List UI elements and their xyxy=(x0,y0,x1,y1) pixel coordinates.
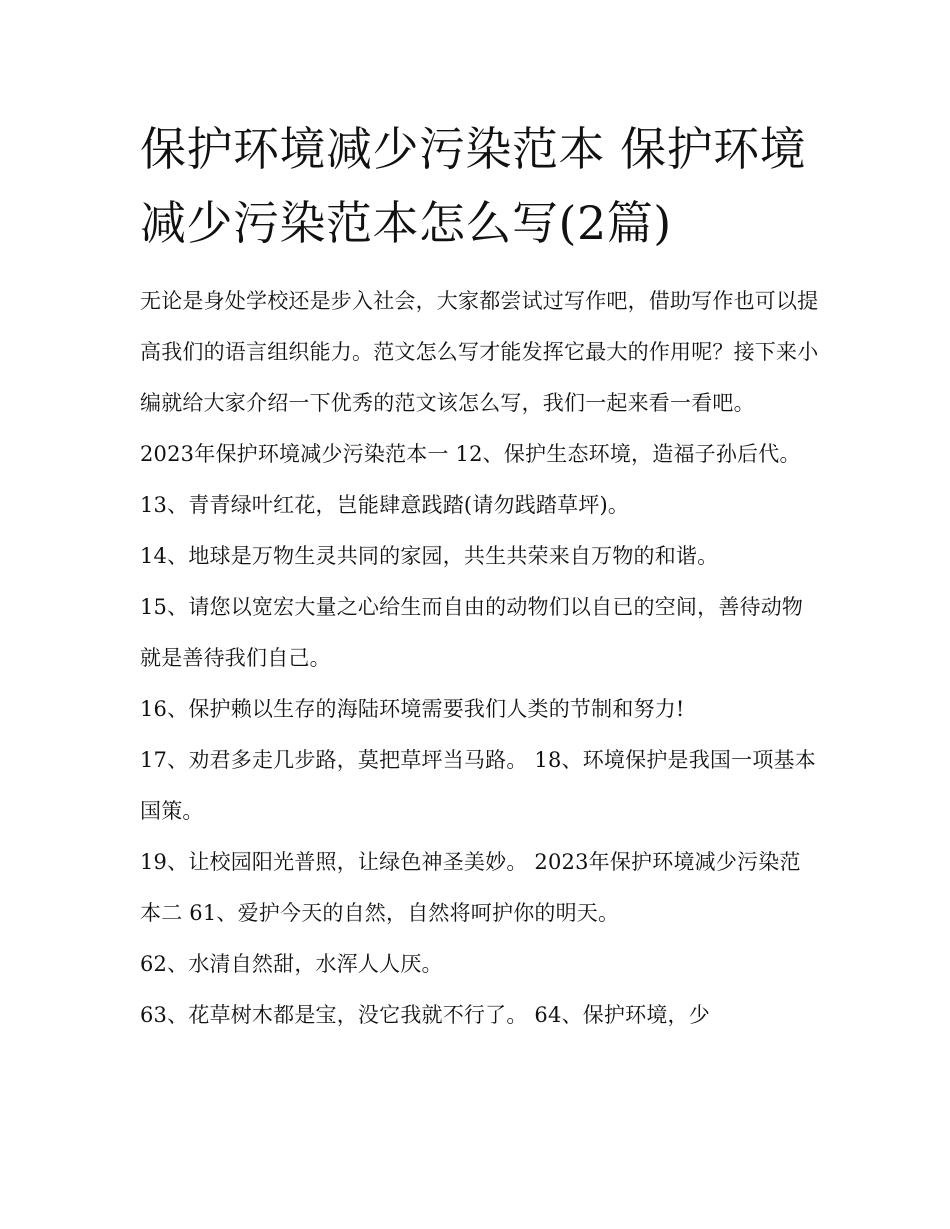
paragraph-14: 14、地球是万物生灵共同的家园，共生共荣来自万物的和谐。 xyxy=(140,544,719,568)
paragraph-15: 15、请您以宽宏大量之心给生而自由的动物们以自已的空间，善待动物就是善待我们自己。 xyxy=(140,595,804,670)
paragraph-16: 16、保护赖以生存的海陆环境需要我们人类的节制和努力! xyxy=(140,697,685,721)
paragraph-17-18: 17、劝君多走几步路，莫把草坪当马路。 18、环境保护是我国一项基本国策。 xyxy=(140,748,816,823)
paragraph-63-64: 63、花草树木都是宝，没它我就不行了。 64、保护环境，少 xyxy=(140,1003,710,1027)
document-body xyxy=(140,276,820,1041)
paragraph-intro: 无论是身处学校还是步入社会，大家都尝试过写作吧，借助写作也可以提高我们的语言组织能力。范文怎么写才能发挥它最大的作用呢？接下来小编就给大家介绍一下优秀的范文该怎么写，我们一起来看一看吧。 xyxy=(140,289,819,415)
paragraph-sample-one-12-13: 2023年保护环境减少污染范本一 12、保护生态环境，造福子孙后代。 13、青青绿叶红花，岂能肆意践踏(请勿践踏草坪)。 xyxy=(140,442,801,517)
document-title: 保护环境减少污染范本 保护环境减少污染范本怎么写(2篇) xyxy=(140,122,807,250)
paragraph-19-61: 19、让校园阳光普照，让绿色神圣美妙。 2023年保护环境减少污染范本二 61、爱护今天的自然，自然将呵护你的明天。 xyxy=(140,850,801,925)
paragraph-62: 62、水清自然甜，水浑人人厌。 xyxy=(140,952,443,976)
